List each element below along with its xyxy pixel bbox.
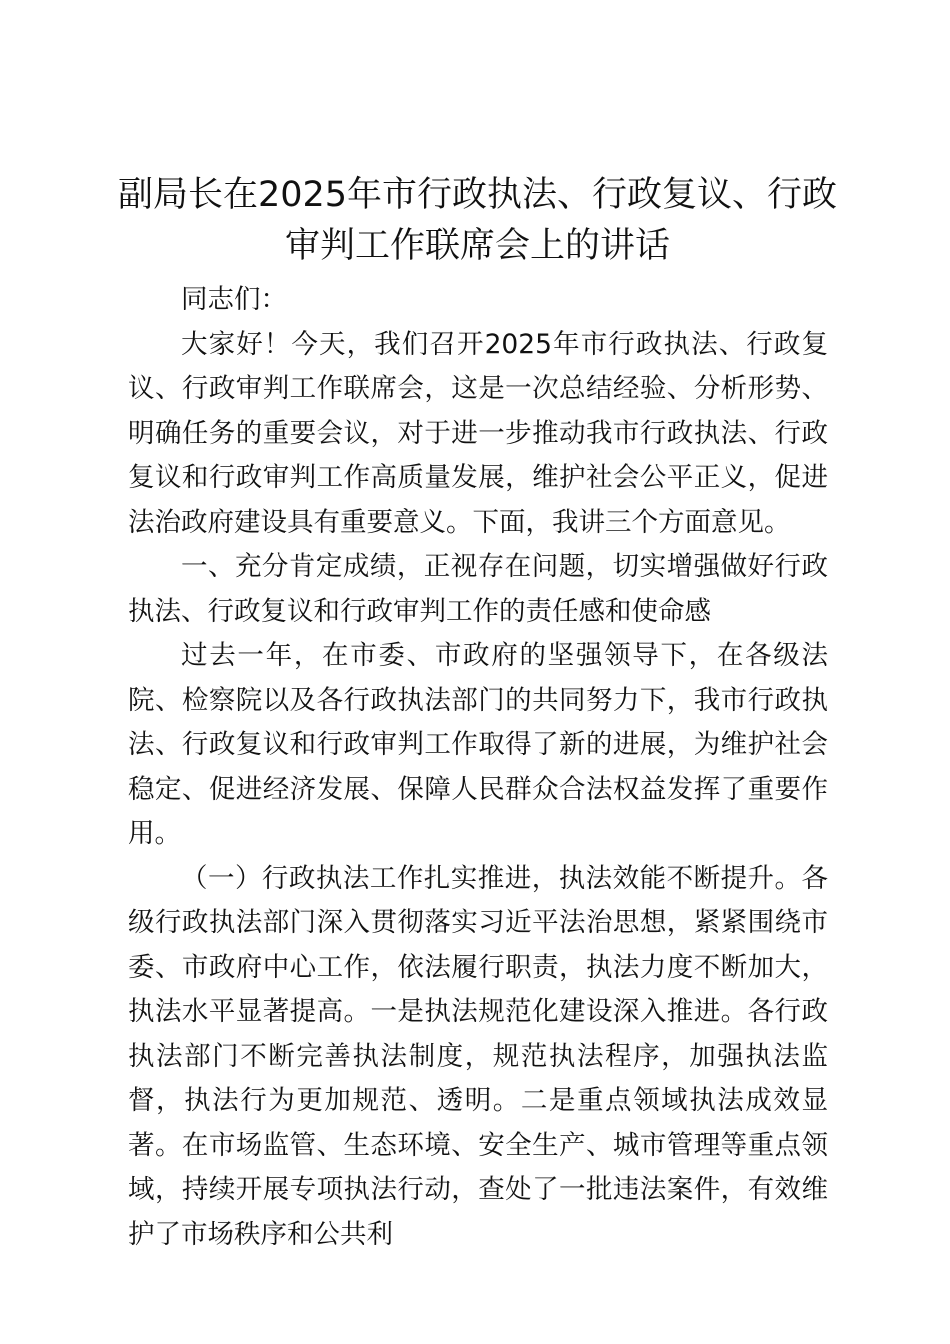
document-body — [128, 278, 828, 1257]
paragraph-opening: 大家好！今天，我们召开2025年市行政执法、行政复议、行政审判工作联席会，这是一次总结经验、分析形势、明确任务的重要会议，对于进一步推动我市行政执法、行政复议和行政审判工作高质量发展，维护社会公平正义，促进法治政府建设具有重要意义。下面，我讲三个方面意见。 — [128, 328, 828, 538]
document-title: 副局长在2025年市行政执法、行政复议、行政审判工作联席会上的讲话 — [117, 175, 838, 266]
paragraph-salutation: 同志们： — [181, 284, 287, 315]
section-heading-one: 一、充分肯定成绩，正视存在问题，切实增强做好行政执法、行政复议和行政审判工作的责任感和使命感 — [128, 551, 828, 627]
paragraph-subsection-one: （一）行政执法工作扎实推进，执法效能不断提升。各级行政执法部门深入贯彻落实习近平法治思想，紧紧围绕市委、市政府中心工作，依法履行职责，执法力度不断加大，执法水平显著提高。一是执法规范化建设深入推进。各行政执法部门不断完善执法制度，规范执法程序，加强执法监督，执法行为更加规范、透明。二是重点领域执法成效显著。在市场监管、生态环境、安全生产、城市管理等重点领域，持续开展专项执法行动，查处了一批违法案件，有效维护了市场秩序和公共利 — [128, 862, 828, 1250]
paragraph-review: 过去一年，在市委、市政府的坚强领导下，在各级法院、检察院以及各行政执法部门的共同努力下，我市行政执法、行政复议和行政审判工作取得了新的进展，为维护社会稳定、促进经济发展、保障人民群众合法权益发挥了重要作用。 — [128, 640, 828, 849]
